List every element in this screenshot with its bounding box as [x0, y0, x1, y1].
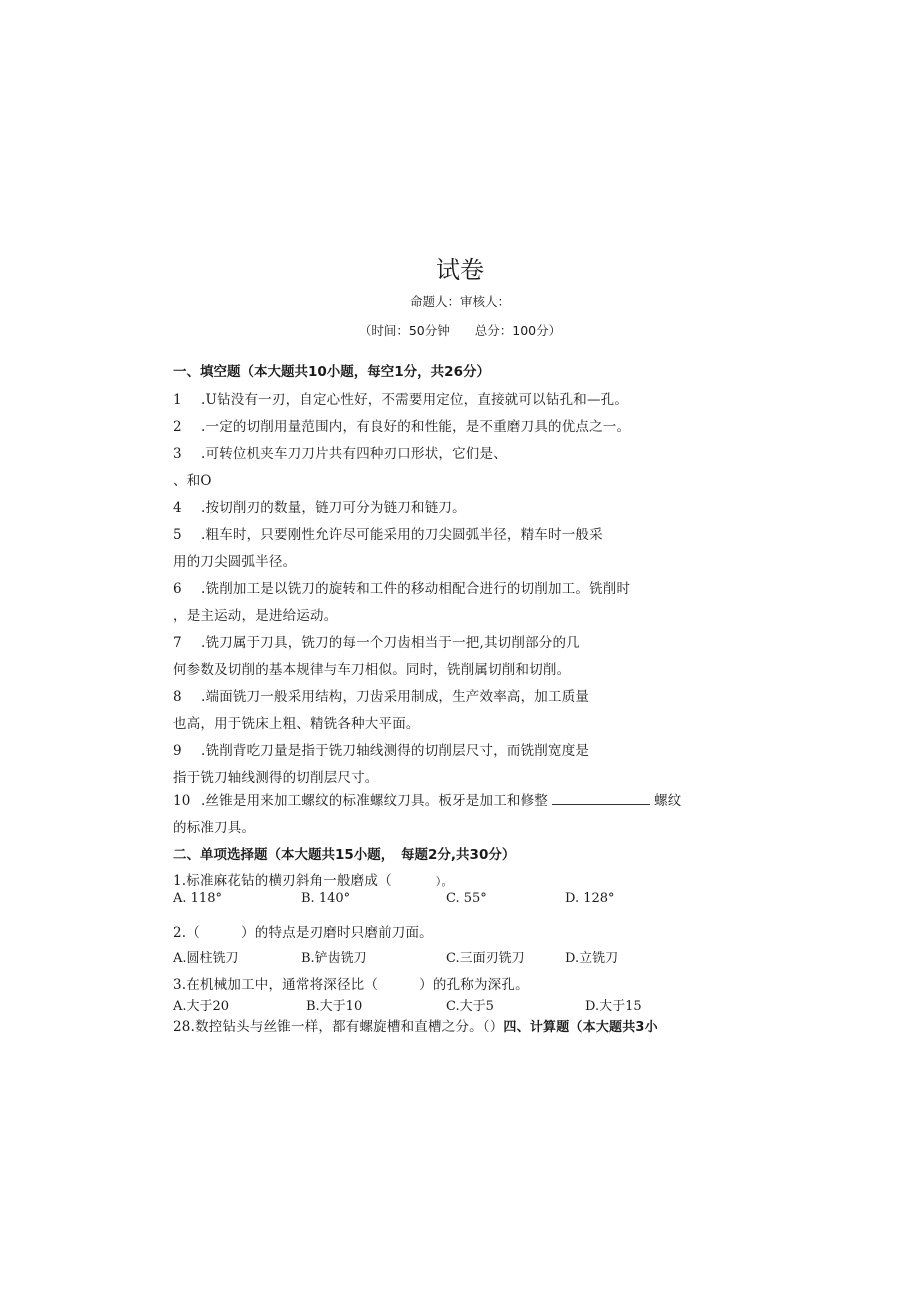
question-text: .U钻没有一刃，自定心性好，不需要用定位，直接就可以钻孔和—孔。	[201, 392, 629, 408]
mc1-option-d: D. 128°	[565, 891, 615, 906]
fill-blank-line	[173, 739, 589, 759]
fill-blank-line	[173, 712, 420, 732]
fill-blank-line	[173, 496, 466, 516]
question-number: 8	[173, 689, 182, 705]
authors-line: 命题人：审核人：	[409, 294, 510, 309]
question-text: .一定的切削用量范围内，有良好的和性能，是不重磨刀具的优点之一。	[201, 419, 631, 435]
mc3-stem: 3.在机械加工中，通常将深径比（ ）的孔称为深孔。	[173, 977, 529, 993]
fill-blank-line	[173, 604, 337, 624]
page-title: 试卷	[436, 256, 484, 284]
question-text: 用的刀尖圆弧半径。	[173, 554, 297, 570]
fill-blank-line	[173, 550, 296, 570]
fill-blank-line	[173, 685, 589, 705]
question-number: 7	[173, 635, 182, 651]
question-text: 何参数及切削的基本规律与车刀相似。同时，铣削属切削和切削。	[173, 662, 571, 678]
question-number: 9	[173, 743, 182, 759]
q10-line	[173, 789, 681, 809]
fill-blank-line	[173, 442, 507, 462]
mc1-option-a: A. 118°	[173, 891, 222, 906]
fill-blank-line	[173, 577, 630, 597]
question-text: 也高，用于铣床上粗、精铣各种大平面。	[173, 716, 420, 732]
question-text: .可转位机夹车刀刀片共有四种刃口形状，它们是、	[201, 446, 507, 462]
answer-blank	[552, 792, 650, 805]
mc1-stem	[173, 869, 453, 889]
q10-line2: 的标准刀具。	[173, 820, 256, 836]
question-number: 2	[173, 419, 182, 435]
section2-heading: 二、单项选择题（本大题共15小题， 每题2分,共30分）	[173, 847, 516, 863]
q28-text: 28.数控钻头与丝锥一样，都有螺旋槽和直槽之分。（）	[173, 1019, 504, 1035]
question-number: 6	[173, 581, 182, 597]
question-text: ，是主运动，是进给运动。	[173, 608, 338, 624]
mc3-option-c: C.大于5	[446, 999, 494, 1014]
question-number: 1	[173, 392, 182, 408]
time-score-line: （时间：50分钟 总分：100分）	[358, 323, 562, 338]
fill-blank-line	[173, 523, 603, 543]
mc2-stem: 2.（ ）的特点是刃磨时只磨前刀面。	[173, 925, 433, 941]
q10-number: 10	[173, 793, 191, 809]
question-text: .铣削加工是以铣刀的旋转和工件的移动相配合进行的切削加工。铣削时	[201, 581, 631, 597]
mc1-option-b: B. 140°	[301, 891, 351, 906]
mc2-option-a: A.圆柱铣刀	[173, 951, 239, 966]
question-text: .铣削背吃刀量是指于铣刀轴线测得的切削层尺寸，而铣削宽度是	[201, 743, 590, 759]
fill-blank-line	[173, 631, 580, 651]
fill-blank-line	[173, 415, 630, 435]
question-text: 指于铣刀轴线测得的切削层尺寸。	[173, 770, 379, 786]
question-number: 4	[173, 500, 182, 516]
question-text: .按切削刃的数量，链刀可分为链刀和链刀。	[201, 500, 466, 516]
mc1-stem-text: 1.标准麻花钻的横刃斜角一般磨成（	[173, 873, 392, 889]
fill-blank-line	[173, 766, 379, 786]
question-text: .粗车时，只要刚性允许尽可能采用的刀尖圆弧半径，精车时一般采	[201, 527, 603, 543]
section1-heading: 一、填空题（本大题共10小题，每空1分，共26分）	[173, 364, 490, 380]
q10-text: .丝锥是用来加工螺纹的标准螺纹刀具。板牙是加工和修整	[201, 793, 548, 809]
question-text: .端面铣刀一般采用结构，刀齿采用制成，生产效率高，加工质量	[201, 689, 590, 705]
q28-line	[173, 1015, 658, 1035]
mc1-stem-end: ）。	[435, 875, 453, 888]
mc2-option-c: C.三面刃铣刀	[446, 951, 525, 966]
mc2-option-b: B.铲齿铣刀	[301, 951, 367, 966]
section4-heading-fragment: 四、计算题（本大题共3小	[503, 1020, 658, 1035]
mc2-option-d: D.立铣刀	[565, 951, 619, 966]
mc3-option-d: D.大于15	[585, 999, 642, 1014]
question-text: 、和O	[173, 473, 212, 489]
fill-blank-line	[173, 388, 628, 408]
fill-blank-line	[173, 658, 570, 678]
fill-blank-line	[173, 469, 212, 489]
question-text: .铣刀属于刀具，铣刀的每一个刀齿相当于一把,其切削部分的几	[201, 635, 580, 651]
mc1-option-c: C. 55°	[446, 891, 487, 906]
mc3-option-a: A.大于20	[173, 999, 230, 1014]
q10-text-end: 螺纹	[654, 793, 682, 809]
mc3-option-b: B.大于10	[306, 999, 363, 1014]
question-number: 5	[173, 527, 182, 543]
question-number: 3	[173, 446, 182, 462]
